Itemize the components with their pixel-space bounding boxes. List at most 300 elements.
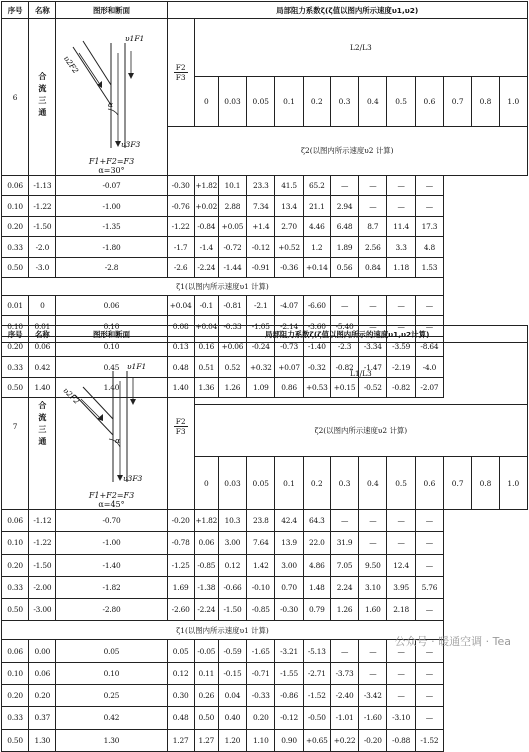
coefficient-cell: 0.30 <box>167 684 194 706</box>
coefficient-cell: -2.80 <box>56 599 167 621</box>
coefficient-cell: 1.27 <box>167 729 194 751</box>
coefficient-cell: 0.05 <box>167 640 194 662</box>
header-no: 序号 <box>2 326 29 343</box>
coefficient-cell: 0.06 <box>194 532 218 554</box>
ratio-value: 0.03 <box>218 457 246 510</box>
coefficient-cell: -2.14 <box>275 316 303 336</box>
coefficient-cell: -3.21 <box>275 640 303 662</box>
coefficient-title: 局部阻力系数ζ(ζ值以图内所示的速度υ1,υ2计算) <box>167 326 527 343</box>
coefficient-cell: -0.86 <box>275 684 303 706</box>
ratio-value: 0.4 <box>359 457 387 510</box>
coefficient-cell: 0.20 <box>29 684 56 706</box>
coefficient-cell: 3.3 <box>387 237 415 257</box>
coefficient-cell: -1.00 <box>56 196 167 216</box>
ratio-value: 0.2 <box>303 457 330 510</box>
area-ratio-cell: 0.50 <box>2 599 29 621</box>
ratio-value: 0 <box>194 77 218 126</box>
coefficient-cell: -3.59 <box>387 336 415 356</box>
coefficient-cell: -6.60 <box>303 295 330 315</box>
coefficient-cell: -0.76 <box>167 196 194 216</box>
coefficient-cell: 0.05 <box>56 640 167 662</box>
coefficient-cell: -0.33 <box>218 316 246 336</box>
coefficient-cell: — <box>330 176 358 196</box>
area-ratio-cell: 0.10 <box>2 316 29 336</box>
item-name: 合流三通 <box>37 72 47 120</box>
area-ratio-cell: 0.50 <box>2 729 29 751</box>
section-zeta2: ζ2(以图内所示速度υ2 计算) <box>194 404 527 457</box>
coefficient-cell: -0.82 <box>387 377 415 398</box>
ratio-value: 0.7 <box>444 77 472 126</box>
area-ratio-cell: 0.33 <box>2 237 29 257</box>
coefficient-cell: +0.22 <box>330 729 358 751</box>
coefficient-cell: 1.30 <box>56 729 167 751</box>
coefficient-cell: 22.0 <box>303 532 330 554</box>
area-ratio-cell: 0.33 <box>2 707 29 729</box>
coefficient-cell: -0.66 <box>218 576 246 598</box>
coefficient-cell: +0.04 <box>194 316 218 336</box>
coefficient-cell: -0.81 <box>218 295 246 315</box>
area-ratio-cell: 0.33 <box>2 576 29 598</box>
coefficient-cell: 3.95 <box>387 576 415 598</box>
coefficient-cell: 0.37 <box>29 707 56 729</box>
coefficient-cell: 64.3 <box>303 510 330 532</box>
coefficient-cell: 1.26 <box>218 377 246 398</box>
coefficient-cell: -2.19 <box>387 357 415 377</box>
coefficient-cell: -0.91 <box>247 257 275 277</box>
coefficient-cell: 65.2 <box>303 176 330 196</box>
coefficient-cell: +0.15 <box>330 377 358 398</box>
angle-value: α=30° <box>98 166 125 175</box>
area-ratio-cell: 0.33 <box>2 357 29 377</box>
coefficient-cell: -0.36 <box>275 257 303 277</box>
coefficient-cell: 0.12 <box>218 554 246 576</box>
coefficient-cell: 0.42 <box>29 357 56 377</box>
coefficient-cell: -0.72 <box>218 237 246 257</box>
coefficient-cell: — <box>387 640 415 662</box>
coefficient-cell: 0.86 <box>275 377 303 398</box>
table-row <box>2 176 528 196</box>
item-number: 7 <box>2 343 29 510</box>
coefficient-cell: 0.48 <box>167 707 194 729</box>
coefficient-cell: — <box>359 662 387 684</box>
coefficient-cell: 10.3 <box>218 510 246 532</box>
coefficient-cell: -1.13 <box>29 176 56 196</box>
v2-label: υ2F2 <box>61 385 82 406</box>
coefficient-cell: — <box>387 510 415 532</box>
coefficient-cell: -1.22 <box>29 532 56 554</box>
figure-cell <box>56 343 167 510</box>
area-ratio-cell: 0.10 <box>2 196 29 216</box>
coefficient-cell: -1.55 <box>275 662 303 684</box>
ratio-value: 0.2 <box>303 77 330 126</box>
coefficient-cell: -2.8 <box>56 257 167 277</box>
coefficient-cell: — <box>415 532 443 554</box>
header-no: 序号 <box>2 2 29 19</box>
coefficient-cell: -0.24 <box>247 336 275 356</box>
coefficient-cell: 1.48 <box>303 576 330 598</box>
area-ratio-cell: 0.20 <box>2 554 29 576</box>
coefficient-cell: 0.40 <box>218 707 246 729</box>
coefficient-cell: -0.32 <box>303 357 330 377</box>
table-row <box>2 554 528 576</box>
coefficient-cell: +1.4 <box>247 216 275 236</box>
coefficient-cell: -1.65 <box>247 640 275 662</box>
coefficient-cell: -1.47 <box>359 357 387 377</box>
coefficient-cell: 1.42 <box>247 554 275 576</box>
coefficient-cell: -0.70 <box>56 510 167 532</box>
coefficient-cell: -3.42 <box>359 684 387 706</box>
coefficient-cell: -0.10 <box>247 576 275 598</box>
item-name: 合流三通 <box>37 401 47 449</box>
coefficient-cell: -0.85 <box>247 599 275 621</box>
area-ratio-label: $\frac{F2}{F3}$ <box>167 343 194 510</box>
coefficient-cell: -3.00 <box>29 599 56 621</box>
coefficient-cell: 0.13 <box>167 336 194 356</box>
coefficient-cell: 0.48 <box>167 357 194 377</box>
coefficient-cell: -0.05 <box>194 640 218 662</box>
coefficient-cell: — <box>359 316 387 336</box>
ratio-value: 0.8 <box>472 77 499 126</box>
coefficient-cell: -2.07 <box>415 377 443 398</box>
coefficient-cell: — <box>387 196 415 216</box>
coefficient-cell: 0.50 <box>194 707 218 729</box>
coefficient-cell: 0.04 <box>218 684 246 706</box>
coefficient-cell: — <box>359 176 387 196</box>
coefficient-cell: -1.80 <box>56 237 167 257</box>
ratio-value: 1.0 <box>499 457 527 510</box>
coefficient-cell: — <box>387 532 415 554</box>
coefficient-cell: -1.01 <box>330 707 358 729</box>
table-row <box>2 707 528 729</box>
length-ratio-label: L2/L3 <box>194 19 527 77</box>
coefficient-cell: -0.12 <box>247 237 275 257</box>
coefficient-cell: -1.35 <box>56 216 167 236</box>
coefficient-cell: 23.8 <box>247 510 275 532</box>
ratio-value: 0.8 <box>472 457 499 510</box>
coefficient-cell: 13.4 <box>275 196 303 216</box>
coefficient-cell: 0.10 <box>56 316 167 336</box>
coefficient-cell: -1.50 <box>29 216 56 236</box>
coefficient-cell: 0.52 <box>218 357 246 377</box>
coefficient-cell: 9.50 <box>359 554 387 576</box>
area-ratio-cell: 0.50 <box>2 377 29 398</box>
coefficient-cell: +1.82 <box>194 176 218 196</box>
coefficient-cell: -0.73 <box>275 336 303 356</box>
ratio-value: 0.6 <box>415 457 443 510</box>
section-zeta1: ζ1(以图内所示速度υ1 计算) <box>2 278 444 295</box>
coefficient-cell: -0.50 <box>303 707 330 729</box>
coefficient-cell: -1.22 <box>29 196 56 216</box>
coefficient-cell: -8.64 <box>415 336 443 356</box>
coefficient-cell: — <box>415 295 443 315</box>
table-row <box>2 599 528 621</box>
v1-label: υ1F1 <box>127 362 147 371</box>
coefficient-cell: 0.12 <box>167 662 194 684</box>
coefficient-cell: -0.71 <box>247 662 275 684</box>
section-zeta1: ζ1(以图内所示速度υ1 计算) <box>2 621 444 640</box>
coefficient-cell: 1.09 <box>247 377 275 398</box>
coefficient-cell: — <box>415 176 443 196</box>
coefficient-cell: -2.71 <box>303 662 330 684</box>
watermark: 公众号 · 暖通空调 · Tea <box>394 635 511 648</box>
coefficient-cell: -0.1 <box>194 295 218 315</box>
header-name: 名称 <box>29 2 56 19</box>
coefficient-cell: 1.18 <box>387 257 415 277</box>
coefficient-cell: 23.3 <box>247 176 275 196</box>
coefficient-cell: 12.4 <box>387 554 415 576</box>
ratio-value: 0.1 <box>275 457 303 510</box>
coefficient-cell: — <box>415 510 443 532</box>
item-number: 6 <box>2 19 29 176</box>
coefficient-cell: — <box>415 554 443 576</box>
coefficient-cell: — <box>387 684 415 706</box>
coefficient-cell: — <box>330 510 358 532</box>
coefficient-cell: 0.00 <box>29 640 56 662</box>
coefficient-cell: 6.48 <box>330 216 358 236</box>
coefficient-cell: 2.94 <box>330 196 358 216</box>
coefficient-cell: 0.25 <box>56 684 167 706</box>
area-ratio-cell: 0.01 <box>2 295 29 315</box>
area-ratio-cell: 0.06 <box>2 510 29 532</box>
coefficient-cell: 5.76 <box>415 576 443 598</box>
area-ratio-label: $\frac{F2}{F3}$ <box>167 19 194 127</box>
ratio-value: 0.5 <box>387 457 415 510</box>
coefficient-cell: 0 <box>29 295 56 315</box>
coefficient-cell: -1.22 <box>167 216 194 236</box>
coefficient-cell: -1.52 <box>303 684 330 706</box>
coefficient-cell: -1.60 <box>359 707 387 729</box>
coefficient-cell: -2.1 <box>247 295 275 315</box>
coefficient-cell: -0.20 <box>167 510 194 532</box>
coefficient-cell: 8.7 <box>359 216 387 236</box>
coefficient-cell: -0.07 <box>56 176 167 196</box>
coefficient-cell: -0.88 <box>387 729 415 751</box>
coefficient-cell: — <box>415 599 443 621</box>
coefficient-cell: 4.8 <box>415 237 443 257</box>
coefficient-cell: +0.02 <box>194 196 218 216</box>
coefficient-cell: — <box>415 316 443 336</box>
coefficient-cell: -0.30 <box>275 599 303 621</box>
coefficient-cell: +0.04 <box>167 295 194 315</box>
coefficient-cell: +0.05 <box>218 216 246 236</box>
coefficient-cell: 13.9 <box>275 532 303 554</box>
coefficient-cell: 7.34 <box>247 196 275 216</box>
ratio-value: 0.3 <box>330 77 358 126</box>
table-row <box>2 729 528 751</box>
coefficient-cell: -4.0 <box>415 357 443 377</box>
coefficient-cell: — <box>359 196 387 216</box>
merge-tee-45-diagram <box>59 347 163 487</box>
coefficient-cell: 0.51 <box>194 357 218 377</box>
coefficient-cell: 4.46 <box>303 216 330 236</box>
coefficient-cell: 0.08 <box>167 316 194 336</box>
coefficient-cell: -1.38 <box>194 576 218 598</box>
coefficient-cell: 0.16 <box>194 336 218 356</box>
ratio-value: 0.05 <box>247 457 275 510</box>
coefficient-cell: -1.00 <box>56 532 167 554</box>
header-figure: 图形和断面 <box>56 326 167 343</box>
table-row <box>2 196 528 216</box>
coefficient-cell: -1.40 <box>56 554 167 576</box>
coefficient-cell: -0.33 <box>247 684 275 706</box>
coefficient-cell: -2.6 <box>167 257 194 277</box>
coefficient-cell: 0.11 <box>194 662 218 684</box>
coefficient-cell: -0.85 <box>194 554 218 576</box>
coefficient-cell: -2.00 <box>29 576 56 598</box>
coefficient-cell: 3.00 <box>275 554 303 576</box>
ratio-value: 0.05 <box>247 77 275 126</box>
v2-label: υ2F2 <box>62 54 81 76</box>
coefficient-cell: 1.40 <box>167 377 194 398</box>
coefficient-cell: +1.82 <box>194 510 218 532</box>
coefficient-cell: — <box>415 707 443 729</box>
coefficient-cell: -0.59 <box>218 640 246 662</box>
coefficient-cell: — <box>359 640 387 662</box>
coefficient-cell: — <box>330 640 358 662</box>
coefficient-cell: — <box>387 662 415 684</box>
coefficient-cell: +0.52 <box>275 237 303 257</box>
coefficient-cell: -1.7 <box>167 237 194 257</box>
header-figure: 图形和断面 <box>56 2 167 19</box>
coefficient-cell: +0.32 <box>247 357 275 377</box>
coefficient-cell: -0.15 <box>218 662 246 684</box>
coefficient-cell: -2.24 <box>194 599 218 621</box>
coefficient-cell: 1.60 <box>359 599 387 621</box>
coefficient-cell: — <box>387 176 415 196</box>
figure-cell <box>56 19 167 176</box>
coefficient-cell: 11.4 <box>387 216 415 236</box>
coefficient-cell: 1.40 <box>29 377 56 398</box>
coefficient-cell: 10.1 <box>218 176 246 196</box>
coefficient-cell: -1.05 <box>247 316 275 336</box>
area-formula: F1+F2=F3 <box>88 491 135 500</box>
table-row <box>2 684 528 706</box>
coefficient-cell: — <box>387 316 415 336</box>
coefficient-cell: 0.79 <box>303 599 330 621</box>
coefficient-cell: -1.44 <box>218 257 246 277</box>
ratio-value: 0 <box>194 457 218 510</box>
coefficient-cell: -3.10 <box>387 707 415 729</box>
coefficient-cell: -2.0 <box>29 237 56 257</box>
angle-value: α=45° <box>98 500 125 509</box>
coefficient-cell: 1.27 <box>194 729 218 751</box>
area-ratio-cell: 0.20 <box>2 216 29 236</box>
coefficient-cell: -0.82 <box>330 357 358 377</box>
coefficient-cell: 21.1 <box>303 196 330 216</box>
coefficient-cell: +0.65 <box>303 729 330 751</box>
coefficient-cell: — <box>359 295 387 315</box>
coefficient-cell: 0.01 <box>29 316 56 336</box>
coefficient-cell: 7.64 <box>247 532 275 554</box>
coefficient-cell: — <box>415 684 443 706</box>
section-zeta2: ζ2(以图内所示速度υ2 计算) <box>167 126 527 175</box>
coefficient-cell: -1.50 <box>218 599 246 621</box>
coefficient-cell: 1.36 <box>194 377 218 398</box>
coefficient-cell: 3.10 <box>359 576 387 598</box>
coefficient-cell: -0.52 <box>359 377 387 398</box>
coefficient-cell: 1.53 <box>415 257 443 277</box>
coefficient-cell: 17.3 <box>415 216 443 236</box>
coefficient-cell: 1.20 <box>218 729 246 751</box>
coefficient-title: 局部阻力系数ζ(ζ值以图内所示速度υ1,υ2) <box>167 2 527 19</box>
ratio-value: 1.0 <box>499 77 527 126</box>
coefficient-cell: +0.53 <box>303 377 330 398</box>
coefficient-cell: 2.56 <box>359 237 387 257</box>
ratio-value: 0.7 <box>444 457 472 510</box>
length-ratio-label: L1/L3 <box>194 343 527 405</box>
coefficient-cell: -2.24 <box>194 257 218 277</box>
coefficient-cell: 0.06 <box>56 295 167 315</box>
coefficient-cell: — <box>415 640 443 662</box>
coefficient-cell: 0.20 <box>247 707 275 729</box>
table-row <box>2 510 528 532</box>
coefficient-cell: +0.06 <box>218 336 246 356</box>
coefficient-cell: 2.24 <box>330 576 358 598</box>
coefficient-cell: -5.13 <box>303 640 330 662</box>
coefficient-cell: 0.70 <box>275 576 303 598</box>
alpha-label: α <box>108 100 114 109</box>
coefficient-cell: 0.42 <box>56 707 167 729</box>
coefficient-cell: -1.82 <box>56 576 167 598</box>
coefficient-cell: — <box>359 510 387 532</box>
coefficient-cell: -1.12 <box>29 510 56 532</box>
coefficient-cell: 0.06 <box>29 336 56 356</box>
coefficient-cell: -5.40 <box>330 316 358 336</box>
ratio-value: 0.6 <box>415 77 443 126</box>
coefficient-cell: -0.30 <box>167 176 194 196</box>
coefficient-cell: +0.07 <box>275 357 303 377</box>
v3-label: υ3F3 <box>121 140 141 149</box>
ratio-value: 0.03 <box>218 77 246 126</box>
merge-tee-30-diagram <box>59 23 163 153</box>
coefficient-cell: — <box>359 532 387 554</box>
coefficient-cell: 0.84 <box>359 257 387 277</box>
coefficient-cell: 1.30 <box>29 729 56 751</box>
area-ratio-cell: 0.20 <box>2 336 29 356</box>
ratio-value: 0.5 <box>387 77 415 126</box>
ratio-value: 0.3 <box>330 457 358 510</box>
v3-label: υ3F3 <box>123 474 143 483</box>
area-ratio-cell: 0.10 <box>2 662 29 684</box>
coefficient-cell: 1.10 <box>247 729 275 751</box>
coefficient-cell: -1.52 <box>415 729 443 751</box>
coefficient-cell: 2.18 <box>387 599 415 621</box>
area-ratio-cell: 0.10 <box>2 532 29 554</box>
coefficient-cell: 1.69 <box>167 576 194 598</box>
coefficient-cell: -0.20 <box>359 729 387 751</box>
area-formula: F1+F2=F3 <box>88 157 135 166</box>
coefficient-cell: -3.34 <box>359 336 387 356</box>
coefficient-cell: -2.40 <box>330 684 358 706</box>
coefficient-cell: — <box>415 662 443 684</box>
coefficient-cell: — <box>415 196 443 216</box>
coefficient-cell: 0.90 <box>275 729 303 751</box>
table-row <box>2 216 528 236</box>
coefficient-cell: -0.84 <box>194 216 218 236</box>
coefficient-cell: — <box>387 295 415 315</box>
coefficient-cell: 0.26 <box>194 684 218 706</box>
area-ratio-cell: 0.06 <box>2 176 29 196</box>
table-block-7 <box>1 325 528 752</box>
coefficient-cell: 0.06 <box>29 662 56 684</box>
alpha-label: α <box>115 436 121 445</box>
coefficient-cell: 2.70 <box>275 216 303 236</box>
area-ratio-cell: 0.50 <box>2 257 29 277</box>
coefficient-cell: +0.14 <box>303 257 330 277</box>
coefficient-cell: -3.0 <box>29 257 56 277</box>
coefficient-cell: -2.60 <box>167 599 194 621</box>
coefficient-cell: -3.60 <box>303 316 330 336</box>
